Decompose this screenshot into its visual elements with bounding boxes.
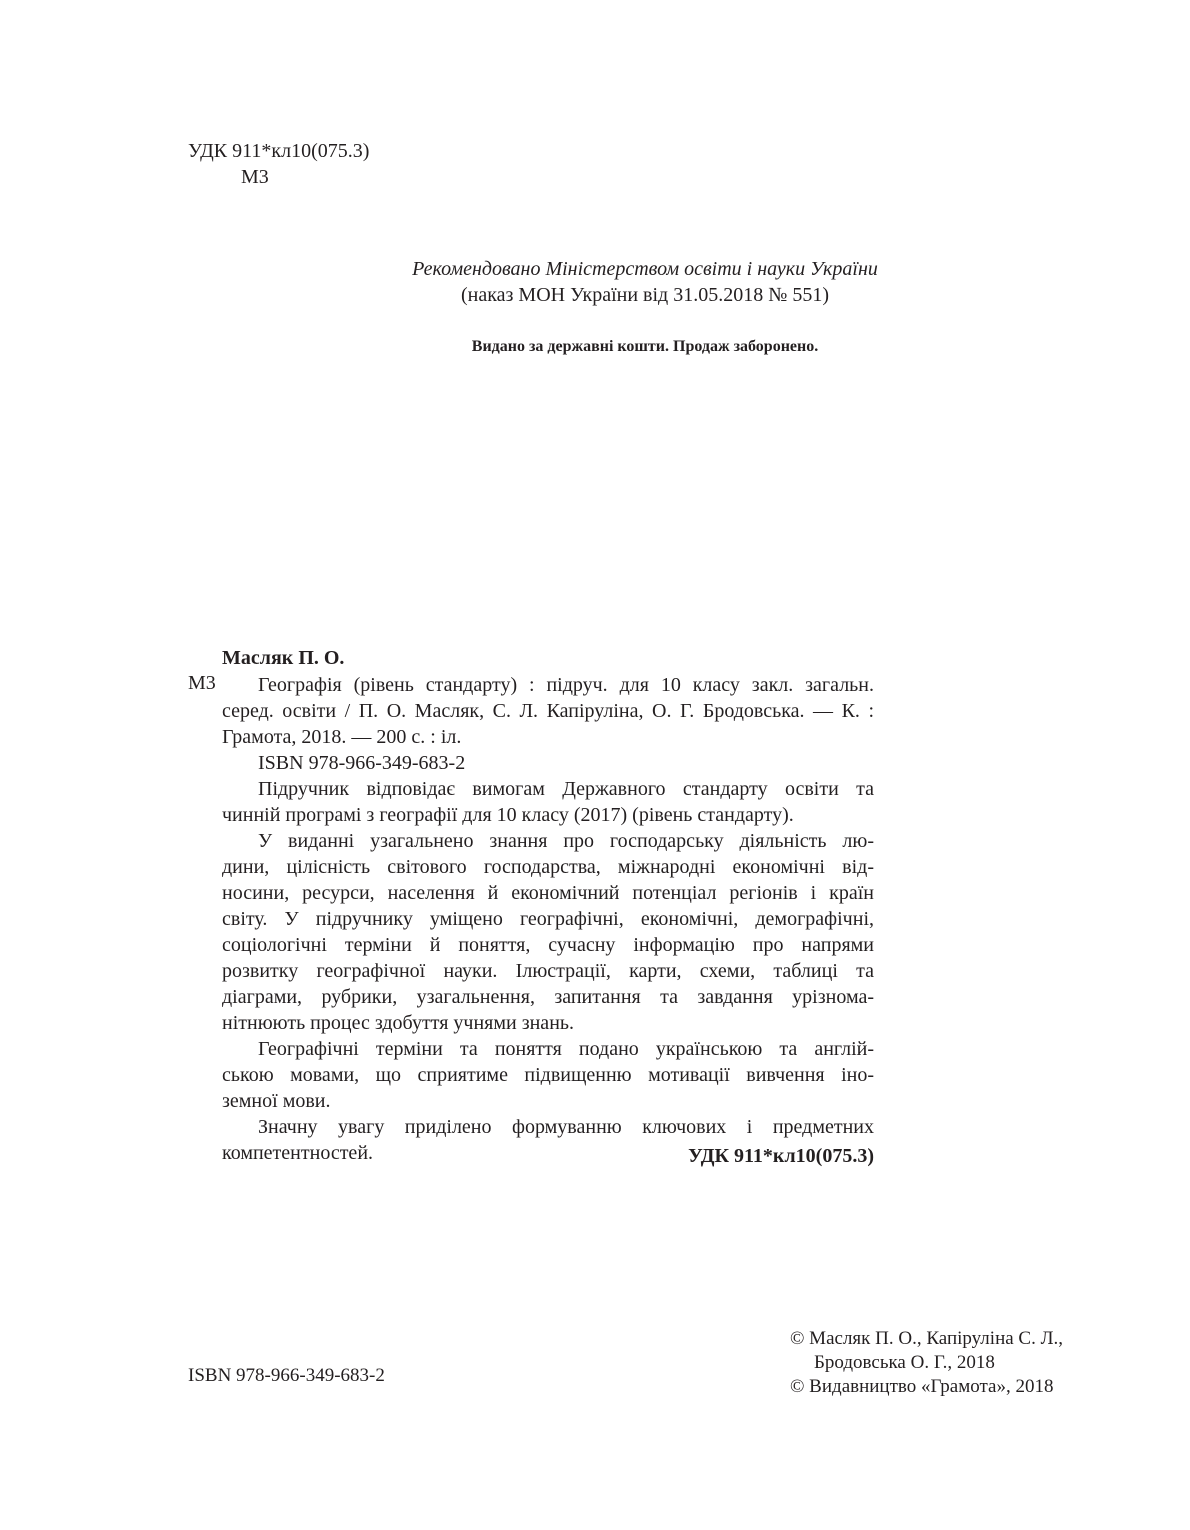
ministry-order: (наказ МОН України від 31.05.2018 № 551) <box>461 284 829 306</box>
bib-line: серед. освіти / П. О. Масляк, С. Л. Капіруліна, О. Г. Бродовська. — К. : <box>222 700 874 722</box>
annotation-line: чинній програмі з географії для 10 класу (2017) (рівень стандарту). <box>222 804 794 826</box>
udk-code-header: УДК 911*кл10(075.3) <box>188 140 370 162</box>
annotation-line: діаграми, рубрики, узагальнення, запитання та завдання урізнома- <box>222 986 874 1008</box>
annotation-line: компетентностей. <box>222 1142 374 1164</box>
annotation-line: Географічні терміни та поняття подано українською та англій- <box>258 1038 874 1060</box>
copyright-authors-cont: Бродовська О. Г., 2018 <box>814 1352 995 1373</box>
annotation-line: дини, цілісність світового господарства, міжнародні економічні від- <box>222 856 874 878</box>
isbn-footer: ISBN 978-966-349-683-2 <box>188 1365 385 1386</box>
bib-line: Грамота, 2018. — 200 с. : іл. <box>222 726 462 748</box>
annotation-line: Значну увагу приділено формуванню ключових і предметних <box>258 1116 874 1138</box>
author-mark-header: М3 <box>241 166 269 188</box>
annotation-paragraph-2 <box>222 828 874 1036</box>
annotation-line: світу. У підручнику уміщено географічні, економічні, демографічні, <box>222 908 874 930</box>
isbn-line: ISBN 978-966-349-683-2 <box>258 752 466 774</box>
annotation-line: розвитку географічної науки. Ілюстрації, карти, схеми, таблиці та <box>222 960 874 982</box>
annotation-line: ською мовами, що сприятиме підвищенню мотивації вивчення іно- <box>222 1064 874 1086</box>
annotation-line: Підручник відповідає вимогам Державного стандарту освіти та <box>258 778 874 800</box>
catalog-author-mark: М3 <box>188 672 216 694</box>
annotation-paragraph-3 <box>222 1036 874 1114</box>
bib-line: Географія (рівень стандарту) : підруч. для 10 класу закл. загальн. <box>258 674 874 696</box>
annotation-line: У виданні узагальнено знання про господарську діяльність лю- <box>258 830 874 852</box>
annotation-line: нітнюють процес здобуття учнями знань. <box>222 1012 575 1034</box>
state-funds-notice: Видано за державні кошти. Продаж заборонено. <box>471 338 819 355</box>
annotation-line: земної мови. <box>222 1090 331 1112</box>
copyright-authors: © Масляк П. О., Капіруліна С. Л., <box>790 1328 1063 1349</box>
catalog-author: Масляк П. О. <box>222 647 345 669</box>
annotation-line: носини, ресурси, населення й економічний потенціал регіонів і країн <box>222 882 874 904</box>
annotation-paragraph-1 <box>222 776 874 828</box>
copyright-publisher: © Видавництво «Грамота», 2018 <box>790 1376 1054 1397</box>
ministry-recommendation: Рекомендовано Міністерством освіти і науки України <box>412 258 878 280</box>
udk-code-catalog: УДК 911*кл10(075.3) <box>688 1145 874 1167</box>
bibliographic-description <box>222 672 874 776</box>
annotation-line: соціологічні терміни й поняття, сучасну інформацію про напрями <box>222 934 874 956</box>
